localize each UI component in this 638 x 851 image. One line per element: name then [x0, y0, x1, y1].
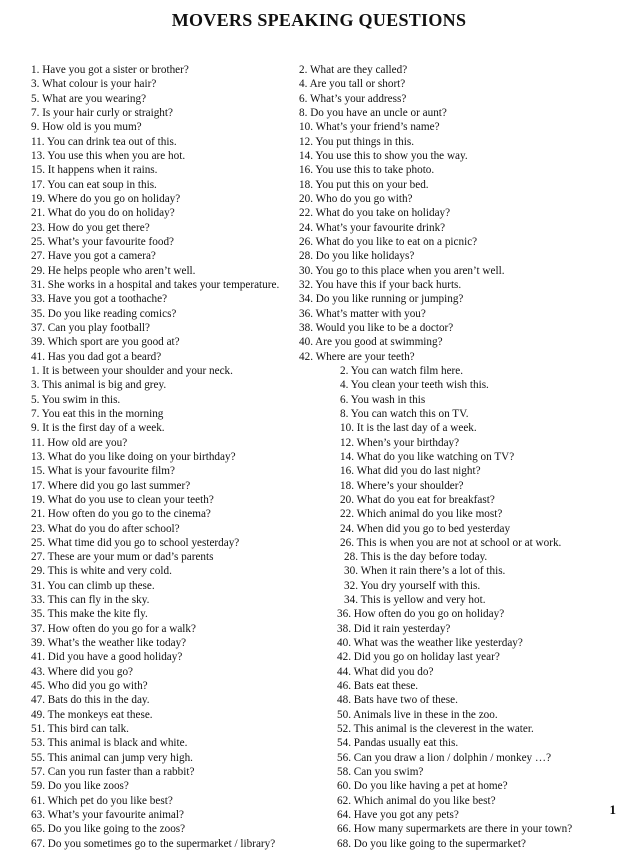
question-item: 18. Where’s your shoulder? [340, 479, 464, 492]
question-item: 54. Pandas usually eat this. [337, 737, 459, 750]
question-item: 17. Where did you go last summer? [31, 479, 191, 492]
question-item: 29. He helps people who aren’t well. [31, 264, 196, 277]
question-item: 44. What did you do? [337, 665, 434, 678]
question-item: 29. This is white and very cold. [31, 565, 172, 578]
question-item: 17. You can eat soup in this. [31, 178, 157, 191]
question-item: 19. What do you use to clean your teeth? [31, 493, 214, 506]
question-item: 1. It is between your shoulder and your neck. [31, 364, 233, 377]
question-item: 12. You put things in this. [299, 135, 415, 148]
question-item: 42. Where are your teeth? [299, 350, 415, 363]
question-item: 25. What time did you go to school yesterday? [31, 536, 240, 549]
question-item: 35. This make the kite fly. [31, 608, 148, 621]
question-item: 28. This is the day before today. [344, 551, 488, 564]
question-item: 3. This animal is big and grey. [31, 379, 167, 392]
question-item: 6. What’s your address? [299, 92, 407, 105]
question-item: 34. This is yellow and very hot. [344, 594, 486, 607]
question-item: 22. Which animal do you like most? [340, 508, 503, 521]
question-item: 16. What did you do last night? [340, 465, 481, 478]
question-item: 30. You go to this place when you aren’t well. [299, 264, 505, 277]
question-item: 32. You dry yourself with this. [344, 579, 481, 592]
question-item: 41. Did you have a good holiday? [31, 651, 183, 664]
question-item: 18. You put this on your bed. [299, 178, 429, 191]
question-item: 67. Do you sometimes go to the supermarket / library? [31, 837, 276, 850]
question-item: 14. What do you like watching on TV? [340, 450, 515, 463]
question-item: 58. Can you swim? [337, 766, 424, 779]
question-item: 62. Which animal do you like best? [337, 794, 496, 807]
question-item: 43. Where did you go? [31, 665, 134, 678]
question-item: 24. What’s your favourite drink? [299, 221, 446, 234]
question-item: 20. What do you eat for breakfast? [340, 493, 495, 506]
question-item: 12. When’s your birthday? [340, 436, 460, 449]
question-item: 3. What colour is your hair? [31, 78, 157, 91]
question-item: 37. Can you play football? [31, 321, 150, 334]
question-item: 33. This can fly in the sky. [31, 594, 150, 607]
question-item: 22. What do you take on holiday? [299, 207, 451, 220]
question-item: 48. Bats have two of these. [337, 694, 458, 707]
question-item: 40. What was the weather like yesterday? [337, 637, 523, 650]
question-item: 39. Which sport are you good at? [31, 336, 180, 349]
question-item: 45. Who did you go with? [31, 680, 148, 693]
question-item: 27. These are your mum or dad’s parents [31, 551, 214, 564]
question-item: 51. This bird can talk. [31, 723, 129, 736]
question-item: 10. It is the last day of a week. [340, 422, 477, 435]
question-item: 37. How often do you go for a walk? [31, 622, 196, 635]
question-item: 21. How often do you go to the cinema? [31, 508, 211, 521]
question-item: 16. You use this to take photo. [299, 164, 435, 177]
page-number: 1 [609, 802, 616, 817]
question-item: 42. Did you go on holiday last year? [337, 651, 500, 664]
question-item: 6. You wash in this [340, 393, 426, 406]
question-item: 7. Is your hair curly or straight? [31, 106, 173, 119]
question-item: 10. What’s your friend’s name? [299, 121, 440, 134]
question-item: 56. Can you draw a lion / dolphin / monkey …? [337, 751, 552, 764]
question-item: 2. What are they called? [299, 64, 408, 76]
question-item: 25. What’s your favourite food? [31, 235, 175, 248]
question-item: 36. What’s matter with you? [299, 307, 426, 320]
question-item: 68. Do you like going to the supermarket? [337, 837, 526, 850]
question-item: 59. Do you like zoos? [31, 780, 129, 793]
question-item: 28. Do you like holidays? [299, 250, 415, 263]
question-item: 27. Have you got a camera? [31, 250, 156, 263]
question-item: 61. Which pet do you like best? [31, 794, 173, 807]
question-item: 31. She works in a hospital and takes your temperature. [31, 278, 280, 291]
question-item: 65. Do you like going to the zoos? [31, 823, 186, 836]
question-item: 31. You can climb up these. [31, 579, 155, 592]
question-item: 63. What’s your favourite animal? [31, 809, 184, 822]
question-item: 15. It happens when it rains. [31, 164, 158, 177]
question-item: 26. What do you like to eat on a picnic? [299, 235, 478, 248]
question-item: 14. You use this to show you the way. [299, 149, 468, 162]
question-item: 33. Have you got a toothache? [31, 293, 168, 306]
question-item: 50. Animals live in these in the zoo. [337, 708, 498, 721]
left-question-column [31, 63, 299, 851]
question-item: 5. What are you wearing? [31, 92, 147, 105]
question-item: 23. How do you get there? [31, 221, 150, 234]
question-item: 2. You can watch film here. [340, 364, 464, 377]
question-item: 47. Bats do this in the day. [31, 694, 150, 707]
question-item: 26. This is when you are not at school or at work. [340, 536, 562, 549]
question-item: 1. Have you got a sister or brother? [31, 64, 189, 76]
question-item: 19. Where do you go on holiday? [31, 192, 181, 205]
page-title: MOVERS SPEAKING QUESTIONS [171, 10, 467, 30]
question-item: 8. You can watch this on TV. [340, 407, 469, 420]
question-item: 11. How old are you? [31, 436, 128, 449]
question-item: 5. You swim in this. [31, 393, 121, 406]
question-item: 55. This animal can jump very high. [31, 751, 193, 764]
question-item: 4. Are you tall or short? [299, 78, 406, 91]
question-item: 66. How many supermarkets are there in your town? [337, 823, 573, 836]
question-item: 39. What’s the weather like today? [31, 637, 187, 650]
question-item: 60. Do you like having a pet at home? [337, 780, 508, 793]
question-item: 20. Who do you go with? [299, 192, 413, 205]
right-question-column [299, 63, 629, 851]
question-item: 38. Did it rain yesterday? [337, 622, 451, 635]
question-item: 41. Has you dad got a beard? [31, 350, 162, 363]
question-item: 34. Do you like running or jumping? [299, 293, 464, 306]
question-item: 36. How often do you go on holiday? [337, 608, 505, 621]
question-item: 21. What do you do on holiday? [31, 207, 175, 220]
question-item: 57. Can you run faster than a rabbit? [31, 766, 195, 779]
question-item: 46. Bats eat these. [337, 680, 419, 693]
question-item: 24. When did you go to bed yesterday [340, 522, 511, 535]
question-item: 11. You can drink tea out of this. [31, 135, 177, 148]
question-item: 9. How old is you mum? [31, 121, 142, 134]
question-item: 38. Would you like to be a doctor? [299, 321, 454, 334]
question-item: 49. The monkeys eat these. [31, 708, 153, 721]
question-item: 64. Have you got any pets? [337, 809, 459, 822]
question-item: 35. Do you like reading comics? [31, 307, 177, 320]
question-item: 13. You use this when you are hot. [31, 149, 186, 162]
question-item: 32. You have this if your back hurts. [299, 278, 462, 291]
question-item: 4. You clean your teeth wish this. [340, 379, 489, 392]
question-item: 7. You eat this in the morning [31, 407, 164, 420]
question-item: 53. This animal is black and white. [31, 737, 188, 750]
question-item: 30. When it rain there’s a lot of this. [344, 565, 506, 578]
question-item: 40. Are you good at swimming? [299, 336, 443, 349]
question-item: 13. What do you like doing on your birthday? [31, 450, 236, 463]
question-item: 23. What do you do after school? [31, 522, 180, 535]
question-item: 52. This animal is the cleverest in the water. [337, 723, 534, 736]
question-item: 9. It is the first day of a week. [31, 422, 165, 435]
question-item: 15. What is your favourite film? [31, 465, 175, 478]
question-item: 8. Do you have an uncle or aunt? [299, 106, 447, 119]
